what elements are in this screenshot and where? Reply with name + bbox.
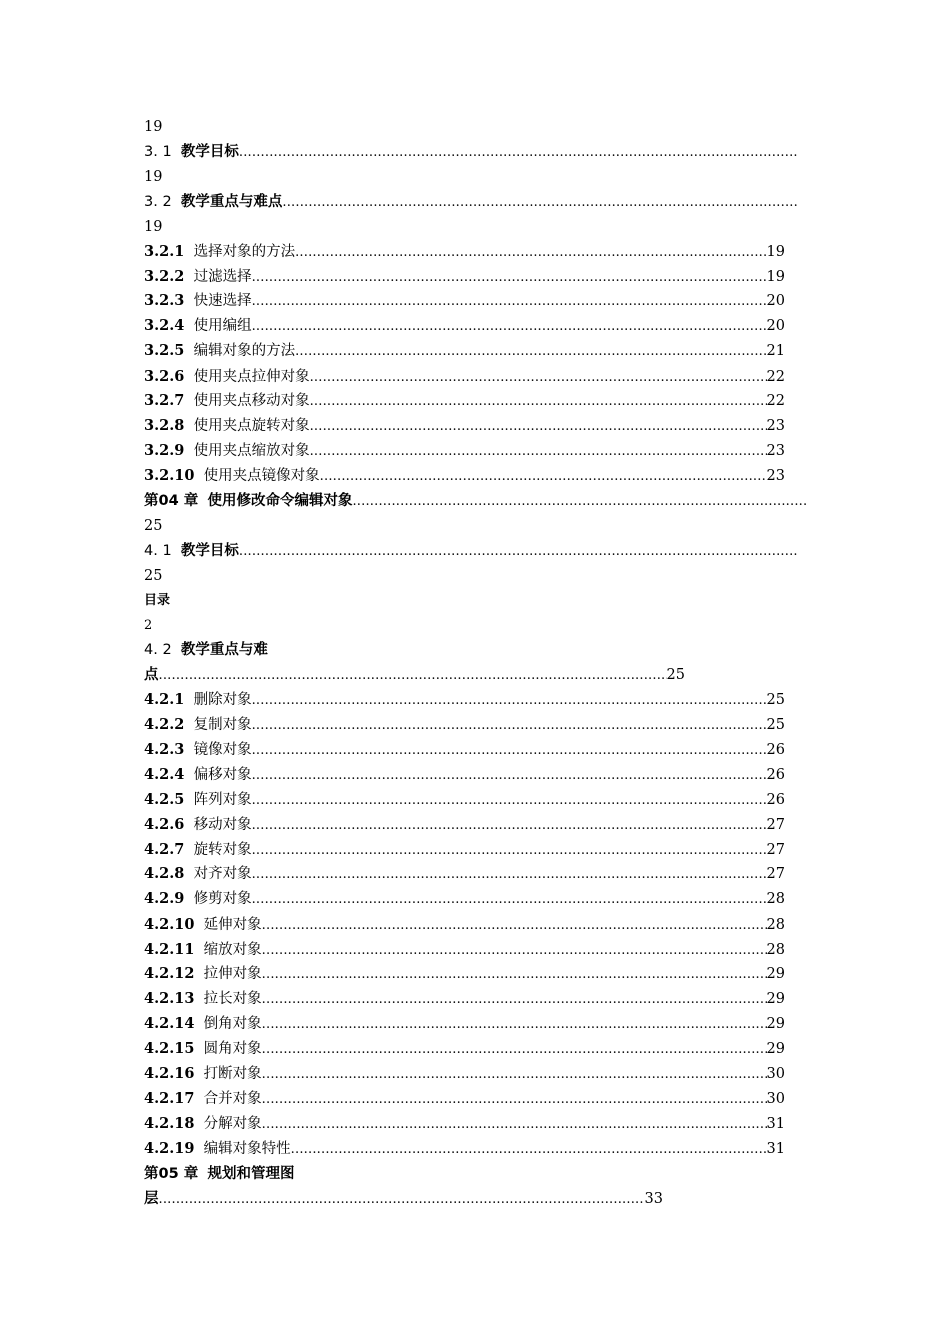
toc-leader-dots bbox=[262, 965, 767, 985]
toc-entry-page: 33 bbox=[644, 1191, 663, 1207]
toc-entry-3-2-7[interactable] bbox=[144, 391, 785, 411]
toc-entry-3-2-1[interactable] bbox=[144, 242, 785, 262]
toc-entry-page: 26 bbox=[766, 792, 785, 808]
toc-entry-title: 教学目标 bbox=[180, 144, 239, 160]
toc-entry-number: 4.2.17 bbox=[144, 1090, 195, 1107]
toc-entry-page: 28 bbox=[766, 942, 785, 958]
toc-entry-page: 30 bbox=[766, 1091, 785, 1107]
toc-entry-4-2-12[interactable] bbox=[144, 964, 785, 984]
toc-entry-title: 拉伸对象 bbox=[203, 966, 262, 982]
toc-leader-dots bbox=[282, 193, 798, 213]
toc-entry-number: 第04 章 bbox=[144, 493, 199, 509]
toc-leader-dots bbox=[262, 990, 767, 1010]
toc-leader-dots bbox=[352, 492, 806, 512]
toc-entry-3-2-9[interactable] bbox=[144, 441, 785, 461]
toc-entry-4-2-6[interactable] bbox=[144, 815, 785, 835]
toc-entry-number: 3.2.10 bbox=[144, 467, 195, 484]
toc-entry-number: 3.2.5 bbox=[144, 342, 185, 359]
toc-entry-number: 3. 1 bbox=[144, 144, 172, 160]
toc-entry-page: 19 bbox=[766, 244, 785, 260]
toc-entry-number: 3.2.1 bbox=[144, 243, 185, 260]
toc-entry-title: 过滤选择 bbox=[193, 269, 252, 285]
toc-leader-dots bbox=[310, 417, 767, 437]
toc-entry-page: 21 bbox=[766, 343, 785, 359]
toc-entry-title: 快速选择 bbox=[193, 293, 252, 309]
toc-entry-4-2-16[interactable] bbox=[144, 1064, 785, 1084]
toc-entry-title: 倒角对象 bbox=[203, 1016, 262, 1032]
toc-entry-3-2-6[interactable] bbox=[144, 367, 785, 387]
toc-leader-dots bbox=[252, 268, 767, 288]
toc-leader-dots bbox=[252, 791, 767, 811]
toc-entry-3-2-10[interactable] bbox=[144, 466, 785, 486]
toc-entry-title: 镜像对象 bbox=[193, 742, 252, 758]
toc-entry-title: 使用修改命令编辑对象 bbox=[207, 493, 353, 509]
toc-entry-page: 29 bbox=[766, 966, 785, 982]
toc-entry-page: 29 bbox=[766, 991, 785, 1007]
toc-entry-4-2-2[interactable] bbox=[144, 715, 785, 735]
toc-chapter-05[interactable] bbox=[144, 1164, 444, 1184]
toc-entry-3-1[interactable] bbox=[144, 142, 798, 162]
toc-entry-4-2-17[interactable] bbox=[144, 1089, 785, 1109]
toc-entry-title: 选择对象的方法 bbox=[193, 244, 296, 260]
toc-entry-4-2-18[interactable] bbox=[144, 1114, 785, 1134]
toc-entry-title: 教学重点与难 bbox=[180, 642, 268, 658]
toc-entry-3-2[interactable] bbox=[144, 192, 798, 212]
toc-entry-page: 23 bbox=[766, 418, 785, 434]
toc-entry-page: 25 bbox=[766, 717, 785, 733]
toc-entry-number: 4.2.8 bbox=[144, 865, 185, 882]
toc-page-number-line: 19 bbox=[144, 219, 163, 235]
toc-leader-dots bbox=[320, 467, 767, 487]
toc-entry-number: 4.2.6 bbox=[144, 816, 185, 833]
toc-page-number-line: 19 bbox=[144, 169, 163, 185]
toc-entry-title: 偏移对象 bbox=[193, 767, 252, 783]
toc-leader-dots bbox=[252, 741, 767, 761]
toc-leader-dots bbox=[262, 1015, 767, 1035]
toc-leader-dots bbox=[252, 766, 767, 786]
toc-entry-page: 26 bbox=[766, 742, 785, 758]
toc-leader-dots bbox=[252, 841, 767, 861]
toc-entry-title: 分解对象 bbox=[203, 1116, 262, 1132]
toc-entry-page: 27 bbox=[766, 817, 785, 833]
toc-entry-number: 4.2.3 bbox=[144, 741, 185, 758]
toc-leader-dots bbox=[159, 1190, 645, 1210]
toc-entry-number: 3.2.6 bbox=[144, 368, 185, 385]
toc-entry-number: 4.2.13 bbox=[144, 990, 195, 1007]
toc-entry-number: 4.2.12 bbox=[144, 965, 195, 982]
toc-entry-4-2-continued[interactable] bbox=[144, 665, 685, 685]
toc-leader-dots bbox=[239, 143, 798, 163]
toc-entry-title: 编辑对象特性 bbox=[203, 1141, 291, 1157]
toc-entry-page: 20 bbox=[766, 318, 785, 334]
toc-entry-number: 4.2.1 bbox=[144, 691, 185, 708]
toc-entry-number: 第05 章 bbox=[144, 1166, 199, 1182]
toc-chapter-04[interactable] bbox=[144, 491, 806, 511]
toc-leader-dots bbox=[310, 392, 767, 412]
toc-entry-page: 29 bbox=[766, 1041, 785, 1057]
toc-entry-page: 28 bbox=[766, 917, 785, 933]
toc-entry-4-1[interactable] bbox=[144, 541, 798, 561]
toc-entry-number: 4.2.7 bbox=[144, 841, 185, 858]
toc-entry-4-2-5[interactable] bbox=[144, 790, 785, 810]
toc-entry-number: 3. 2 bbox=[144, 194, 172, 210]
toc-entry-3-2-2[interactable] bbox=[144, 267, 785, 287]
toc-entry-number: 4.2.4 bbox=[144, 766, 185, 783]
toc-entry-number: 4.2.9 bbox=[144, 890, 185, 907]
toc-entry-page: 19 bbox=[766, 269, 785, 285]
toc-entry-number: 4.2.19 bbox=[144, 1140, 195, 1157]
toc-entry-title: 删除对象 bbox=[193, 692, 252, 708]
toc-entry-number: 4.2.16 bbox=[144, 1065, 195, 1082]
toc-leader-dots bbox=[291, 1140, 767, 1160]
toc-page-number-line: 25 bbox=[144, 518, 163, 534]
toc-entry-title: 使用夹点拉伸对象 bbox=[193, 369, 310, 385]
toc-entry-page: 25 bbox=[766, 692, 785, 708]
toc-entry-title: 合并对象 bbox=[203, 1091, 262, 1107]
toc-entry-number: 3.2.7 bbox=[144, 392, 185, 409]
toc-entry-page: 23 bbox=[766, 443, 785, 459]
toc-leader-dots bbox=[262, 1040, 767, 1060]
toc-entry-title: 对齐对象 bbox=[193, 866, 252, 882]
toc-entry-number: 3.2.2 bbox=[144, 268, 185, 285]
toc-entry-4-2-8[interactable] bbox=[144, 864, 785, 884]
toc-entry-title: 延伸对象 bbox=[203, 917, 262, 933]
toc-entry-page: 27 bbox=[766, 842, 785, 858]
toc-leader-dots bbox=[252, 816, 767, 836]
toc-entry-number: 4. 1 bbox=[144, 543, 172, 559]
toc-entry-4-2-14[interactable] bbox=[144, 1014, 785, 1034]
toc-entry-page: 20 bbox=[766, 293, 785, 309]
toc-entry-page: 27 bbox=[766, 866, 785, 882]
toc-entry-4-2-19[interactable] bbox=[144, 1139, 785, 1159]
toc-leader-dots bbox=[252, 691, 767, 711]
toc-entry-4-2-9[interactable] bbox=[144, 889, 785, 909]
toc-entry-3-2-3[interactable] bbox=[144, 291, 785, 311]
toc-entry-page: 25 bbox=[666, 667, 685, 683]
toc-entry-title: 教学重点与难点 bbox=[180, 194, 283, 210]
toc-entry-number: 4.2.15 bbox=[144, 1040, 195, 1057]
toc-leader-dots bbox=[252, 890, 767, 910]
toc-entry-number: 4.2.2 bbox=[144, 716, 185, 733]
toc-entry-3-2-5[interactable] bbox=[144, 341, 785, 361]
toc-leader-dots bbox=[252, 716, 767, 736]
toc-leader-dots bbox=[252, 292, 767, 312]
toc-entry-number: 4.2.5 bbox=[144, 791, 185, 808]
page-number: 2 bbox=[144, 618, 153, 633]
toc-entry-number: 3.2.8 bbox=[144, 417, 185, 434]
toc-leader-dots bbox=[262, 941, 767, 961]
toc-leader-dots bbox=[295, 243, 766, 263]
toc-leader-dots bbox=[295, 342, 766, 362]
toc-entry-4-2-7[interactable] bbox=[144, 840, 785, 860]
toc-entry-3-2-4[interactable] bbox=[144, 316, 785, 336]
toc-leader-dots bbox=[252, 865, 767, 885]
toc-entry-4-2-4[interactable] bbox=[144, 765, 785, 785]
toc-entry-number: 4.2.11 bbox=[144, 941, 195, 958]
toc-entry-4-2-1[interactable] bbox=[144, 690, 785, 710]
toc-entry-title: 圆角对象 bbox=[203, 1041, 262, 1057]
toc-leader-dots bbox=[159, 666, 667, 686]
toc-entry-number: 3.2.4 bbox=[144, 317, 185, 334]
page-header-label: 目录 bbox=[144, 593, 171, 608]
toc-page-number-line: 19 bbox=[144, 119, 163, 135]
toc-entry-4-2-11[interactable] bbox=[144, 940, 785, 960]
toc-entry-page: 23 bbox=[766, 468, 785, 484]
toc-entry-title: 使用夹点缩放对象 bbox=[193, 443, 310, 459]
toc-entry-number: 3.2.9 bbox=[144, 442, 185, 459]
toc-entry-title: 使用夹点移动对象 bbox=[193, 393, 310, 409]
toc-leader-dots bbox=[262, 916, 767, 936]
toc-entry-title: 阵列对象 bbox=[193, 792, 252, 808]
toc-entry-page: 22 bbox=[766, 369, 785, 385]
toc-entry-page: 28 bbox=[766, 891, 785, 907]
toc-leader-dots bbox=[252, 317, 767, 337]
toc-entry-title: 打断对象 bbox=[203, 1066, 262, 1082]
toc-leader-dots bbox=[262, 1065, 767, 1085]
toc-entry-title: 拉长对象 bbox=[203, 991, 262, 1007]
toc-leader-dots bbox=[262, 1090, 767, 1110]
toc-chapter-05-continued[interactable] bbox=[144, 1189, 663, 1209]
toc-entry-title: 点 bbox=[144, 667, 159, 683]
toc-entry-number: 4. 2 bbox=[144, 642, 172, 658]
toc-entry-title: 缩放对象 bbox=[203, 942, 262, 958]
toc-entry-title: 修剪对象 bbox=[193, 891, 252, 907]
toc-entry-title: 教学目标 bbox=[180, 543, 239, 559]
toc-entry-page: 31 bbox=[766, 1141, 785, 1157]
toc-page-number-line: 25 bbox=[144, 568, 163, 584]
toc-entry-4-2[interactable] bbox=[144, 640, 444, 660]
toc-entry-title: 规划和管理图 bbox=[207, 1166, 295, 1182]
toc-leader-dots bbox=[262, 1115, 767, 1135]
toc-entry-title: 层 bbox=[144, 1191, 159, 1207]
toc-entry-4-2-15[interactable] bbox=[144, 1039, 785, 1059]
toc-entry-page: 29 bbox=[766, 1016, 785, 1032]
toc-leader-dots bbox=[310, 368, 767, 388]
toc-entry-title: 旋转对象 bbox=[193, 842, 252, 858]
toc-entry-4-2-10[interactable] bbox=[144, 915, 785, 935]
toc-entry-title: 使用编组 bbox=[193, 318, 252, 334]
toc-entry-title: 编辑对象的方法 bbox=[193, 343, 296, 359]
toc-entry-4-2-3[interactable] bbox=[144, 740, 785, 760]
toc-entry-number: 4.2.14 bbox=[144, 1015, 195, 1032]
toc-entry-4-2-13[interactable] bbox=[144, 989, 785, 1009]
toc-entry-page: 30 bbox=[766, 1066, 785, 1082]
toc-entry-title: 复制对象 bbox=[193, 717, 252, 733]
toc-entry-page: 31 bbox=[766, 1116, 785, 1132]
toc-leader-dots bbox=[310, 442, 767, 462]
toc-entry-number: 4.2.18 bbox=[144, 1115, 195, 1132]
toc-entry-title: 使用夹点镜像对象 bbox=[203, 468, 320, 484]
toc-entry-title: 使用夹点旋转对象 bbox=[193, 418, 310, 434]
toc-entry-page: 26 bbox=[766, 767, 785, 783]
toc-entry-number: 4.2.10 bbox=[144, 916, 195, 933]
toc-entry-number: 3.2.3 bbox=[144, 292, 185, 309]
toc-entry-3-2-8[interactable] bbox=[144, 416, 785, 436]
toc-entry-title: 移动对象 bbox=[193, 817, 252, 833]
toc-entry-page: 22 bbox=[766, 393, 785, 409]
toc-leader-dots bbox=[239, 542, 798, 562]
